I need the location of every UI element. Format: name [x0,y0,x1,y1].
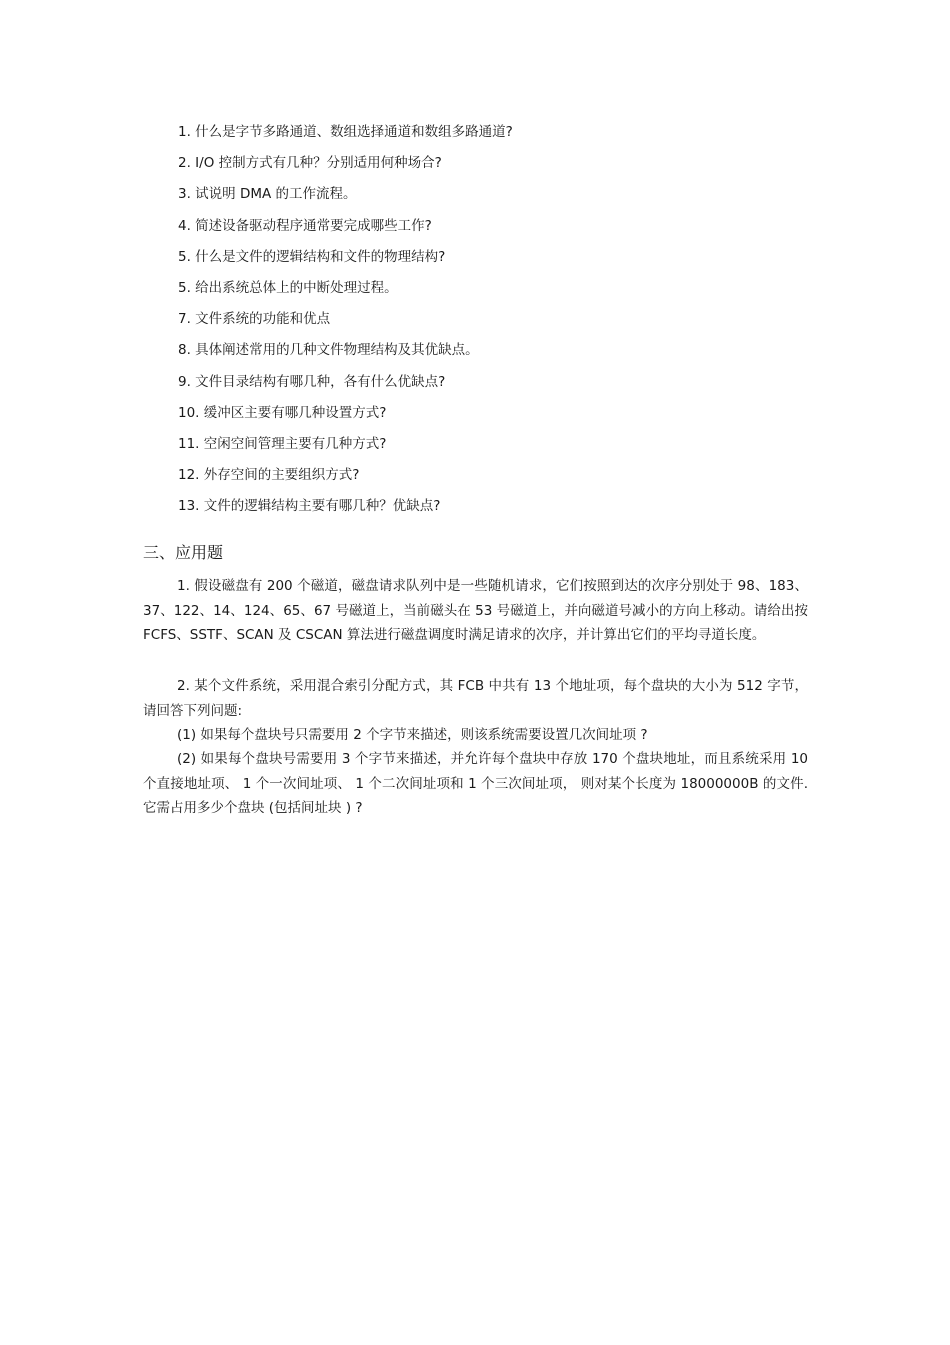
sub-question-1: (1) 如果每个盘块号只需要用 2 个字节来描述，则该系统需要设置几次间址项 ? [177,727,648,743]
question-item: 3. 试说明 DMA 的工作流程。 [178,186,357,203]
question-list [178,122,818,527]
question-item: 5. 给出系统总体上的中断处理过程。 [178,279,398,296]
question-item: 12. 外存空间的主要组织方式? [178,467,360,484]
problem-disk-scheduling: 1. 假设磁盘有 200 个磁道，磁盘请求队列中是一些随机请求，它们按照到达的次序分别处于 98、183、37、122、14、124、65、67 号磁道上，当前磁头在 53 号磁道上，并向磁道号减小的方向上移动。请给出按 FCFS、SSTF、SCAN 及 CSCAN 算法进行磁盘调度时满足请求的次序，并计算出它们的平均寻道长度。 [143,578,808,644]
question-item: 10. 缓冲区主要有哪几种设置方式? [178,404,387,421]
question-item: 1. 什么是字节多路通道、数组选择通道和数组多路通道? [178,124,513,140]
question-item: 9. 文件目录结构有哪几种，各有什么优缺点? [178,373,446,390]
sub-question-2: (2) 如果每个盘块号需要用 3 个字节来描述，并允许每个盘块中存放 170 个盘块地址，而且系统采用 10 个直接地址项、 1 个一次间址项、 1 个二次间址项和 1 个三次间址项， 则对某个长度为 18000000B 的文件. 它需占用多少个盘块 (包括间址块 ) ? [143,751,808,817]
question-item: 13. 文件的逻辑结构主要有哪几种？优缺点? [178,498,441,515]
question-item: 5. 什么是文件的逻辑结构和文件的物理结构? [178,248,446,265]
question-item: 7. 文件系统的功能和优点 [178,311,331,328]
question-item: 4. 简述设备驱动程序通常要完成哪些工作? [178,217,432,234]
section-heading: 三、应用题 [143,543,224,562]
question-item: 2. I/O 控制方式有几种？分别适用何种场合? [178,155,442,172]
problem-file-system: 2. 某个文件系统，采用混合索引分配方式，其 FCB 中共有 13 个地址项，每个盘块的大小为 512 字节，请回答下列问题: [143,678,808,719]
question-item: 8. 具体阐述常用的几种文件物理结构及其优缺点。 [178,342,479,359]
question-item: 11. 空闲空间管理主要有几种方式? [178,435,387,452]
